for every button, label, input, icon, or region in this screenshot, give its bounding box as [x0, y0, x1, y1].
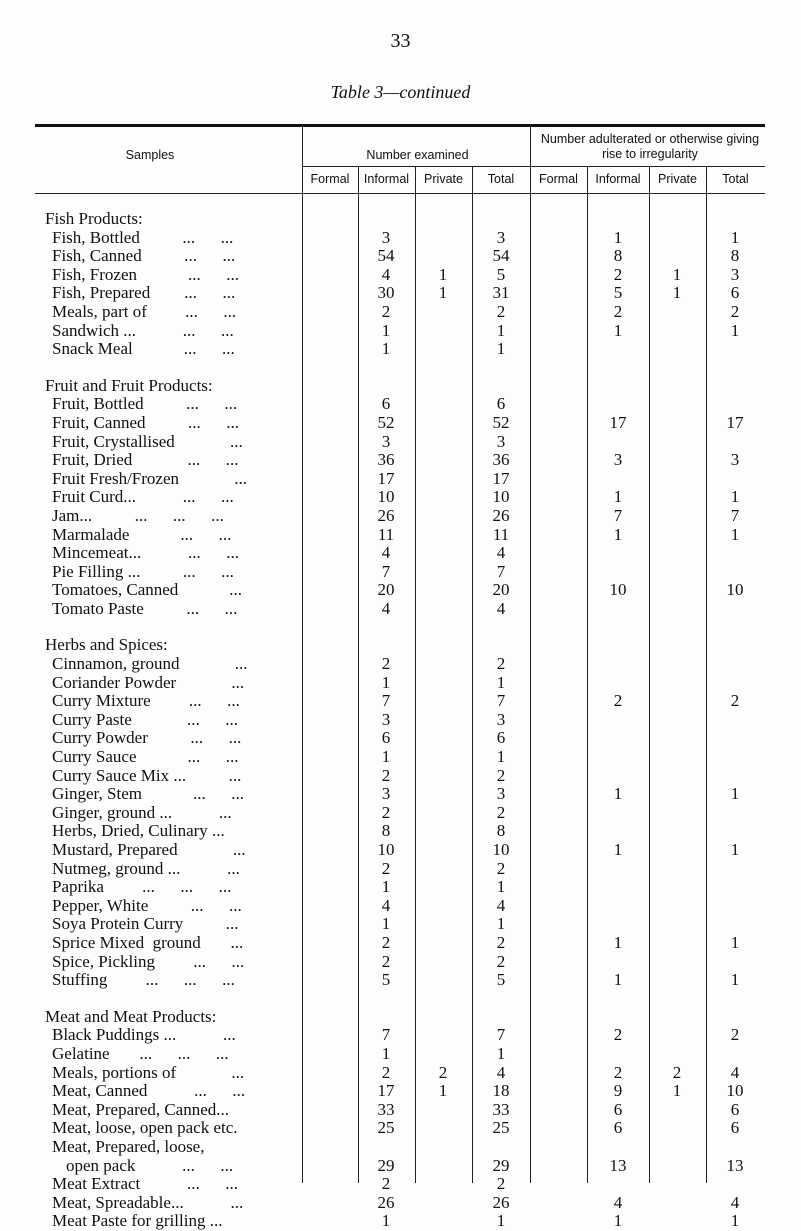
table-cell: 1	[613, 784, 623, 804]
table-cell: 1	[496, 914, 506, 934]
table-cell: 26	[492, 505, 510, 525]
table-cell: 1	[730, 227, 740, 247]
table-cell: 1	[438, 283, 448, 303]
table-cell: 1	[381, 672, 391, 692]
table-cell: 52	[492, 412, 510, 432]
table-cell: 2	[496, 951, 506, 971]
sample-label: Fish, Prepared ... ...	[52, 283, 236, 303]
table-row	[0, 674, 801, 693]
sample-label: Ginger, ground ... ...	[52, 802, 232, 822]
table-cell: 10	[609, 580, 627, 600]
section-title: Herbs and Spices:	[45, 635, 168, 655]
table-cell: 2	[381, 1062, 391, 1082]
section-spacer	[0, 618, 801, 636]
sample-label: Mincemeat... ... ...	[52, 543, 239, 563]
table-row	[0, 1157, 801, 1176]
table-cell: 1	[381, 914, 391, 934]
sample-label: Jam... ... ... ...	[52, 505, 224, 525]
table-row	[0, 433, 801, 452]
table-cell: 2	[613, 301, 623, 321]
table-cell: 4	[730, 1192, 740, 1212]
table-cell: 1	[438, 1081, 448, 1101]
table-row	[0, 822, 801, 841]
sample-label: Meat, Canned ... ...	[52, 1081, 246, 1101]
table-cell: 5	[613, 283, 623, 303]
sample-label: Fruit, Bottled ... ...	[52, 394, 238, 414]
table-cell: 2	[496, 858, 506, 878]
table-cell: 2	[381, 654, 391, 674]
subheader-formal-examined: Formal	[310, 172, 350, 186]
sample-label: Coriander Powder ...	[52, 672, 245, 692]
sample-label: Soya Protein Curry ...	[52, 914, 239, 934]
table-cell: 20	[492, 580, 510, 600]
subheader-informal-examined: Informal	[363, 172, 410, 186]
subheader-total-examined: Total	[487, 172, 515, 186]
table-row	[0, 915, 801, 934]
table-row	[0, 303, 801, 322]
table-cell: 8	[496, 821, 506, 841]
table-row	[0, 395, 801, 414]
sample-label: Meat, Prepared, Canned...	[52, 1099, 230, 1119]
table-cell: 7	[496, 1025, 506, 1045]
sample-label: Fruit Curd... ... ...	[52, 487, 234, 507]
table-row	[0, 470, 801, 489]
table-row	[0, 600, 801, 619]
table-cell: 11	[377, 524, 395, 544]
table-cell: 2	[381, 765, 391, 785]
table-cell: 4	[381, 264, 391, 284]
table-cell: 3	[496, 709, 506, 729]
table-cell: 6	[381, 728, 391, 748]
table-cell: 6	[613, 1099, 623, 1119]
table-cell: 2	[381, 858, 391, 878]
table-cell: 7	[730, 505, 740, 525]
table-row	[0, 544, 801, 563]
sample-label: Curry Sauce Mix ... ...	[52, 765, 242, 785]
sample-label: Meat, Prepared, loose,	[52, 1136, 205, 1156]
table-cell: 1	[730, 840, 740, 859]
table-cell: 20	[377, 580, 395, 600]
table-cell: 2	[438, 1062, 448, 1082]
table-cell: 29	[492, 1155, 510, 1175]
table-cell: 26	[492, 1192, 510, 1212]
table-cell: 1	[496, 320, 506, 340]
table-row	[0, 878, 801, 897]
sample-label: Tomato Paste ... ...	[52, 598, 238, 618]
table-row	[0, 488, 801, 507]
table-row	[0, 563, 801, 582]
sample-label: Fish, Bottled ... ...	[52, 227, 234, 247]
table-cell: 1	[381, 877, 391, 897]
table-cell: 1	[496, 339, 506, 359]
table-cell: 4	[381, 543, 391, 563]
table-row	[0, 841, 801, 860]
table-cell: 1	[496, 672, 506, 692]
table-row	[0, 953, 801, 972]
table-cell: 54	[492, 246, 510, 266]
table-cell: 2	[730, 1025, 740, 1045]
table-row	[0, 934, 801, 953]
sample-label: Cinnamon, ground ...	[52, 654, 248, 674]
table-cell: 17	[377, 1081, 395, 1101]
table-cell: 7	[496, 561, 506, 581]
table-cell: 3	[381, 227, 391, 247]
table-row	[0, 526, 801, 545]
table-row	[0, 507, 801, 526]
sample-label: Stuffing ... ... ...	[52, 970, 235, 990]
table-cell: 6	[381, 394, 391, 414]
table-cell: 3	[613, 450, 623, 470]
table-row	[0, 785, 801, 804]
sample-label: Meat, loose, open pack etc.	[52, 1118, 238, 1138]
sample-label: Paprika ... ... ...	[52, 877, 232, 897]
table-cell: 5	[496, 970, 506, 990]
table-cell: 2	[613, 1025, 623, 1045]
table-cell: 26	[377, 1192, 395, 1212]
table-cell: 17	[726, 412, 744, 432]
table-cell: 4	[496, 895, 506, 915]
table-row	[0, 748, 801, 767]
sample-label: Curry Powder ... ...	[52, 728, 242, 748]
table-cell: 1	[381, 320, 391, 340]
table-cell: 1	[381, 1043, 391, 1063]
sample-label: Pie Filling ... ... ...	[52, 561, 234, 581]
table-cell: 1	[730, 320, 740, 340]
table-cell: 5	[496, 264, 506, 284]
table-cell: 3	[381, 431, 391, 451]
table-cell: 4	[730, 1062, 740, 1082]
sample-label: Marmalade ... ...	[52, 524, 232, 544]
sample-label: Fruit Fresh/Frozen ...	[52, 468, 248, 488]
table-cell: 2	[496, 301, 506, 321]
table-cell: 1	[730, 1211, 740, 1231]
subheader-total-adulterated: Total	[722, 172, 749, 186]
table-row	[0, 1101, 801, 1120]
table-cell: 3	[496, 431, 506, 451]
table-cell: 1	[613, 970, 623, 990]
table-row	[0, 804, 801, 823]
table-cell: 1	[730, 932, 740, 952]
table-row	[0, 897, 801, 916]
table-cell: 4	[496, 543, 506, 563]
table-cell: 10	[492, 840, 510, 859]
sample-label: Curry Mixture ... ...	[52, 691, 240, 711]
sample-label: Black Puddings ... ...	[52, 1025, 236, 1045]
table-cell: 10	[377, 840, 395, 859]
table-cell: 6	[496, 394, 506, 414]
section-title: Fruit and Fruit Products:	[45, 375, 213, 395]
table-cell: 10	[492, 487, 510, 507]
table-cell: 33	[377, 1099, 395, 1119]
table-cell: 6	[730, 1099, 740, 1119]
table-cell: 7	[496, 691, 506, 711]
sample-label: Fish, Frozen ... ...	[52, 264, 239, 284]
table-cell: 10	[726, 580, 744, 600]
table-cell: 1	[730, 970, 740, 990]
table-title: Table 3—continued	[330, 82, 471, 102]
page-number: 33	[390, 30, 411, 52]
table-body	[0, 210, 801, 1231]
sample-label: Herbs, Dried, Culinary ...	[52, 821, 225, 841]
sample-label: Fruit, Canned ... ...	[52, 412, 239, 432]
table-cell: 2	[613, 1062, 623, 1082]
table-cell: 7	[381, 561, 391, 581]
subheader-informal-adulterated: Informal	[595, 172, 641, 186]
table-cell: 1	[672, 283, 682, 303]
table-cell: 13	[726, 1155, 744, 1175]
table-cell: 2	[381, 932, 391, 952]
table-row	[0, 655, 801, 674]
sample-label: Meals, portions of ...	[52, 1062, 245, 1082]
table-cell: 1	[613, 320, 623, 340]
sample-label: Nutmeg, ground ... ...	[52, 858, 240, 878]
table-cell: 1	[672, 264, 682, 284]
table-cell: 3	[496, 784, 506, 804]
table-cell: 2	[381, 1174, 391, 1194]
table-row	[0, 284, 801, 303]
table-cell: 6	[496, 728, 506, 748]
table-cell: 2	[381, 802, 391, 822]
table-cell: 8	[381, 821, 391, 841]
table-row	[0, 451, 801, 470]
table-cell: 8	[613, 246, 623, 266]
sample-label: Curry Paste ... ...	[52, 709, 239, 729]
table-cell: 1	[381, 339, 391, 359]
sample-label: Fruit, Crystallised ...	[52, 431, 243, 451]
table-row	[0, 767, 801, 786]
table-cell: 13	[609, 1155, 627, 1175]
table-row	[0, 1212, 801, 1231]
table-row	[0, 1194, 801, 1213]
table-cell: 31	[492, 283, 510, 303]
table-cell: 6	[730, 1118, 740, 1138]
table-cell: 2	[496, 654, 506, 674]
section-heading	[0, 210, 801, 229]
table-cell: 17	[377, 468, 395, 488]
table-cell: 6	[730, 283, 740, 303]
table-cell: 25	[377, 1118, 395, 1138]
table-cell: 1	[613, 227, 623, 247]
table-cell: 5	[381, 970, 391, 990]
table-cell: 1	[496, 877, 506, 897]
sample-label: Meals, part of ... ...	[52, 301, 237, 321]
table-row	[0, 692, 801, 711]
sample-label: Curry Sauce ... ...	[52, 747, 239, 767]
table-cell: 3	[730, 264, 740, 284]
table-cell: 1	[613, 1211, 623, 1231]
table-cell: 4	[496, 1062, 506, 1082]
header-adulterated: Number adulterated or otherwise giving rise to irregularity	[540, 132, 760, 161]
table-row	[0, 322, 801, 341]
table-cell: 1	[438, 264, 448, 284]
subheader-private-examined: Private	[424, 172, 463, 186]
table-row	[0, 247, 801, 266]
table-row	[0, 340, 801, 359]
table-cell: 1	[496, 747, 506, 767]
table-cell: 1	[381, 1211, 391, 1231]
table-row	[0, 971, 801, 990]
subheader-private-adulterated: Private	[658, 172, 697, 186]
table-cell: 1	[672, 1081, 682, 1101]
top-rule	[35, 124, 765, 127]
table-row	[0, 1026, 801, 1045]
table-cell: 52	[377, 412, 395, 432]
sample-label: Sandwich ... ... ...	[52, 320, 234, 340]
table-cell: 36	[377, 450, 395, 470]
table-cell: 3	[381, 784, 391, 804]
table-cell: 2	[496, 932, 506, 952]
table-cell: 18	[492, 1081, 510, 1101]
table-cell: 4	[496, 598, 506, 618]
table-row	[0, 1064, 801, 1083]
sample-label: Meat, Spreadable... ...	[52, 1192, 244, 1212]
section-title: Fish Products:	[45, 209, 143, 228]
table-cell: 1	[730, 487, 740, 507]
table-cell: 10	[377, 487, 395, 507]
table-cell: 1	[730, 784, 740, 804]
table-row	[0, 1175, 801, 1194]
section-heading	[0, 1008, 801, 1027]
table-row	[0, 229, 801, 248]
table-cell: 30	[377, 283, 395, 303]
table-row	[0, 711, 801, 730]
header-number-examined: Number examined	[366, 148, 469, 162]
table-cell: 1	[613, 840, 623, 859]
sample-label: Gelatine ... ... ...	[52, 1043, 229, 1063]
sample-label: Pepper, White ... ...	[52, 895, 242, 915]
sample-label: Meat Paste for grilling ...	[52, 1211, 223, 1231]
section-spacer	[0, 359, 801, 377]
table-cell: 7	[613, 505, 623, 525]
section-spacer	[0, 990, 801, 1008]
header-samples: Samples	[125, 148, 175, 162]
table-cell: 11	[492, 524, 510, 544]
table-cell: 6	[613, 1118, 623, 1138]
table-row	[0, 1119, 801, 1138]
table-cell: 1	[381, 747, 391, 767]
table-cell: 3	[381, 709, 391, 729]
table-cell: 2	[381, 301, 391, 321]
section-title: Meat and Meat Products:	[45, 1006, 217, 1026]
table-cell: 1	[613, 932, 623, 952]
table-cell: 7	[381, 691, 391, 711]
section-heading	[0, 377, 801, 396]
table-cell: 3	[496, 227, 506, 247]
sample-label: Fish, Canned ... ...	[52, 246, 236, 266]
table-cell: 54	[377, 246, 395, 266]
table-cell: 10	[726, 1081, 744, 1101]
sample-label: Tomatoes, Canned ...	[52, 580, 243, 600]
table-cell: 1	[496, 1211, 506, 1231]
table-cell: 2	[730, 301, 740, 321]
sample-label: Meat Extract ... ...	[52, 1174, 239, 1194]
table-row	[0, 1138, 801, 1157]
table-cell: 4	[381, 895, 391, 915]
table-row	[0, 414, 801, 433]
sample-label: Mustard, Prepared ...	[52, 840, 246, 859]
section-heading	[0, 636, 801, 655]
table-cell: 1	[730, 524, 740, 544]
table-cell: 26	[377, 505, 395, 525]
table-cell: 1	[613, 487, 623, 507]
sample-label: open pack ... ...	[66, 1155, 234, 1175]
table-row	[0, 266, 801, 285]
table-cell: 4	[381, 598, 391, 618]
table-cell: 9	[613, 1081, 623, 1101]
sample-label: Snack Meal ... ...	[52, 339, 235, 359]
table-cell: 2	[613, 691, 623, 711]
table-cell: 2	[381, 951, 391, 971]
table-row	[0, 729, 801, 748]
table-cell: 7	[381, 1025, 391, 1045]
table-cell: 2	[613, 264, 623, 284]
table-row	[0, 860, 801, 879]
sample-label: Ginger, Stem ... ...	[52, 784, 244, 804]
subheader-rule	[35, 193, 765, 194]
table-cell: 2	[672, 1062, 682, 1082]
table-cell: 2	[496, 802, 506, 822]
sample-label: Spice, Pickling ... ...	[52, 951, 245, 971]
sample-label: Fruit, Dried ... ...	[52, 450, 239, 470]
table-row	[0, 581, 801, 600]
table-cell: 2	[496, 1174, 506, 1194]
table-cell: 3	[730, 450, 740, 470]
table-cell: 33	[492, 1099, 510, 1119]
table-cell: 17	[609, 412, 627, 432]
table-cell: 36	[492, 450, 510, 470]
table-cell: 25	[492, 1118, 510, 1138]
table-cell: 2	[496, 765, 506, 785]
table-cell: 1	[613, 524, 623, 544]
table-cell: 1	[496, 1043, 506, 1063]
table-row	[0, 1082, 801, 1101]
sample-label: Sprice Mixed ground ...	[52, 932, 244, 952]
header-group-rule	[302, 166, 765, 167]
table-cell: 8	[730, 246, 740, 266]
table-row	[0, 1045, 801, 1064]
table-cell: 2	[730, 691, 740, 711]
subheader-formal-adulterated: Formal	[539, 172, 578, 186]
table-cell: 29	[377, 1155, 395, 1175]
table-cell: 17	[492, 468, 510, 488]
table-cell: 4	[613, 1192, 623, 1212]
